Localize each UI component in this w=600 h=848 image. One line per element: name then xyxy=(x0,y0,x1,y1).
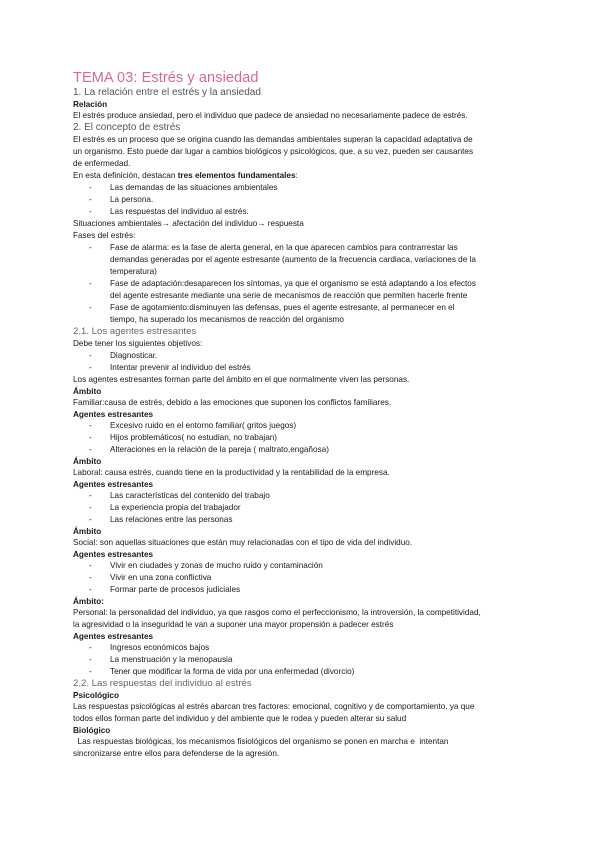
paragraph: Familiar:causa de estrés, debido a las emociones que suponen los conflictos familiares. xyxy=(73,398,392,407)
paragraph: sincronizarse entre ellos para defenderse de la agresión. xyxy=(73,749,280,758)
subheading: Agentes estresantes xyxy=(73,410,154,419)
list-item: - Las relaciones entre las personas xyxy=(73,514,528,526)
list-item: - La experiencia propia del trabajador xyxy=(73,502,528,514)
paragraph: Situaciones ambientales→ afectación del individuo→ respuesta xyxy=(73,219,304,228)
elements-list xyxy=(73,182,528,218)
paragraph: Las respuestas biológicas, los mecanismos fisiológicos del organismo se ponen en marcha e intentan xyxy=(73,737,449,746)
list-item: - Ingresos económicos bajos xyxy=(73,642,528,654)
document-page xyxy=(73,70,528,760)
subheading: Ámbito xyxy=(73,387,102,396)
list-item: - La menstruación y la menopausia xyxy=(73,654,528,666)
familiar-list xyxy=(73,420,528,456)
subheading: Ámbito xyxy=(73,527,102,536)
list-item: - Formar parte de procesos judiciales xyxy=(73,584,528,596)
subheading: Ámbito xyxy=(73,457,102,466)
fases-list xyxy=(73,242,528,326)
paragraph: Personal: la personalidad del individuo, ya que rasgos como el perfeccionismo, la introversión, la competitividad, xyxy=(73,608,481,617)
list-item: - Fase de adaptación:desaparecen los síntomas, ya que el organismo se está adaptando a los efectos del agente estresante mediante una serie de mecanismos de reacción que permiten hacerle frente xyxy=(73,278,528,302)
list-item: - Vivir en ciudades y zonas de mucho ruido y contaminación xyxy=(73,560,528,572)
paragraph: un organismo. Esto puede dar lugar a cambios biológicos y psicológicos, que, a su vez, pueden ser causantes xyxy=(73,147,474,156)
list-item: - Hijos problemáticos( no estudian, no trabajan) xyxy=(73,432,528,444)
laboral-list xyxy=(73,490,528,526)
section-heading: 2.2. Las respuestas del individuo al estrés xyxy=(73,678,252,689)
paragraph: la agresividad o la inseguridad le van a suponer una mayor propensión a padecer estrés xyxy=(73,620,394,629)
list-item: - Tener que modificar la forma de vida por una enfermedad (divorcio) xyxy=(73,666,528,678)
list-item: - Alteraciones en la relación de la pareja ( maltrato,engañosa) xyxy=(73,444,528,456)
paragraph: El estrés produce ansiedad, pero el individuo que padece de ansiedad no necesariamente padece de estrés. xyxy=(73,111,468,120)
paragraph: Laboral: causa estrés, cuando tiene en la productividad y la rentabilidad de la empresa. xyxy=(73,468,390,477)
subheading: Biológico xyxy=(73,726,111,735)
paragraph: El estrés es un proceso que se origina cuando las demandas ambientales superan la capacidad adaptativa de xyxy=(73,135,473,144)
subheading: Psicológico xyxy=(73,691,119,700)
section-heading: 2. El concepto de estrés xyxy=(73,122,181,133)
paragraph: En esta definición, destacan tres elementos fundamentales: xyxy=(73,171,298,180)
social-list xyxy=(73,560,528,596)
section-heading: 1. La relación entre el estrés y la ansiedad xyxy=(73,87,261,98)
list-item: - Las demandas de las situaciones ambientales xyxy=(73,182,528,194)
subheading: Agentes estresantes xyxy=(73,480,154,489)
subheading: Agentes estresantes xyxy=(73,632,154,641)
paragraph: Social: son aquellas situaciones que están muy relacionadas con el tipo de vida del individuo. xyxy=(73,538,413,547)
list-item: - Excesivo ruido en el entorno familiar( gritos juegos) xyxy=(73,420,528,432)
list-item: - Diagnosticar. xyxy=(73,350,528,362)
subheading: Agentes estresantes xyxy=(73,550,154,559)
objetivos-list xyxy=(73,350,528,374)
list-item: - Intentar prevenir al individuo del estrés xyxy=(73,362,528,374)
list-item: - La persona. xyxy=(73,194,528,206)
paragraph: de enfermedad. xyxy=(73,159,131,168)
paragraph: Fases del estrés: xyxy=(73,231,136,240)
list-item: - Vivir en una zona conflictiva xyxy=(73,572,528,584)
personal-list xyxy=(73,642,528,678)
list-item: - Fase de alarma: es la fase de alerta general, en la que aparecen cambios para contrarrestar las demandas generadas por el agente estresante (aumento de la frecuencia cardiaca, variaciones de la temperatura) xyxy=(73,242,528,278)
paragraph: Las respuestas psicológicas al estrés abarcan tres factores: emocional, cognitivo y de comportamiento, ya que xyxy=(73,702,475,711)
subheading: Ámbito: xyxy=(73,597,104,606)
paragraph: Los agentes estresantes forman parte del ámbito en el que normalmente viven las personas. xyxy=(73,375,410,384)
paragraph: todos ellos forman parte del individuo y del ambiente que le rodea y pueden alterar su salud xyxy=(73,714,407,723)
paragraph: Debe tener los siguientes objetivos: xyxy=(73,339,203,348)
section-heading: 2.1. Los agentes estresantes xyxy=(73,326,197,337)
list-item: - Fase de agotamiento:disminuyen las defensas, pues el agente estresante, al permanecer en el tiempo, ha superado los mecanismos de reacción del organismo xyxy=(73,302,528,326)
list-item: - Las respuestas del individuo al estrés. xyxy=(73,206,528,218)
page-title: TEMA 03: Estrés y ansiedad xyxy=(73,70,259,86)
subheading: Relación xyxy=(73,100,108,109)
list-item: - Las características del contenido del trabajo xyxy=(73,490,528,502)
